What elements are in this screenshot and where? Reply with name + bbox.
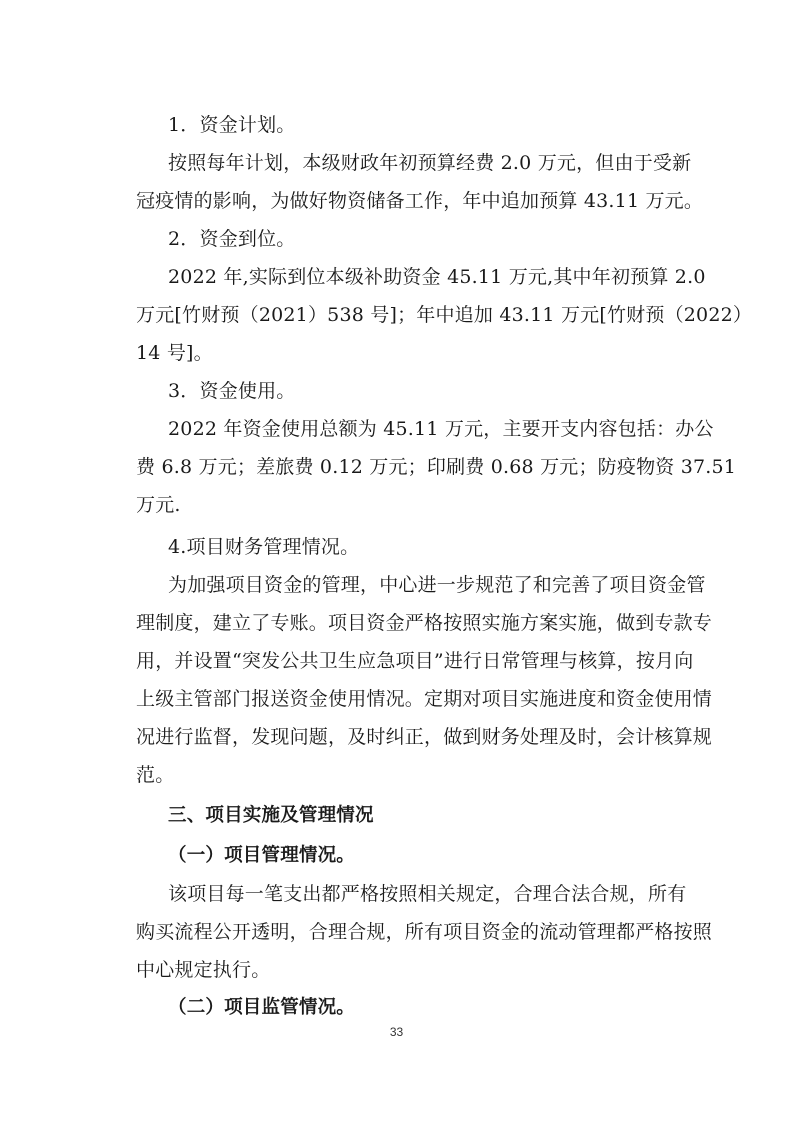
paragraph-line: 费 6.8 万元；差旅费 0.12 万元；印刷费 0.68 万元；防疫物资 37.51 (136, 456, 737, 478)
heading-fund-use: 3．资金使用。 (168, 380, 296, 402)
paragraph-line: 2022 年,实际到位本级补助资金 45.11 万元,其中年初预算 2.0 (168, 266, 706, 288)
paragraph-line: 14 号]。 (136, 342, 213, 364)
paragraph-line: 该项目每一笔支出都严格按照相关规定，合理合法合规，所有 (168, 883, 687, 905)
paragraph-line: 为加强项目资金的管理，中心进一步规范了和完善了项目资金管 (168, 574, 706, 596)
paragraph-line: 按照每年计划，本级财政年初预算经费 2.0 万元，但由于受新 (168, 152, 692, 174)
heading-fund-plan: 1．资金计划。 (168, 114, 296, 136)
heading-fund-arrival: 2．资金到位。 (168, 228, 296, 250)
paragraph-line: 况进行监督，发现问题，及时纠正，做到财务处理及时，会计核算规 (136, 726, 713, 748)
paragraph-line: 2022 年资金使用总额为 45.11 万元，主要开支内容包括：办公 (168, 418, 714, 440)
subsection-heading-1: （一）项目管理情况。 (168, 845, 356, 866)
paragraph-line: 冠疫情的影响，为做好物资储备工作，年中追加预算 43.11 万元。 (136, 190, 704, 212)
paragraph-line: 上级主管部门报送资金使用情况。定期对项目实施进度和资金使用情 (136, 688, 713, 710)
subsection-heading-2: （二）项目监管情况。 (168, 997, 356, 1018)
paragraph-line: 范。 (136, 764, 175, 786)
paragraph-line: 万元[竹财预（2021）538 号]；年中追加 43.11 万元[竹财预（2022） (136, 304, 753, 326)
paragraph-line: 用，并设置“突发公共卫生应急项目”进行日常管理与核算，按月向 (136, 650, 694, 672)
section-heading-3: 三、项目实施及管理情况 (168, 805, 374, 826)
page-number: 33 (389, 1025, 404, 1039)
paragraph-line: 万元. (136, 494, 181, 516)
paragraph-line: 购买流程公开透明，合理合规，所有项目资金的流动管理都严格按照 (136, 921, 713, 943)
paragraph-line: 中心规定执行。 (136, 959, 271, 981)
paragraph-line: 理制度，建立了专账。项目资金严格按照实施方案实施，做到专款专 (136, 612, 713, 634)
heading-financial-management: 4.项目财务管理情况。 (168, 536, 360, 558)
